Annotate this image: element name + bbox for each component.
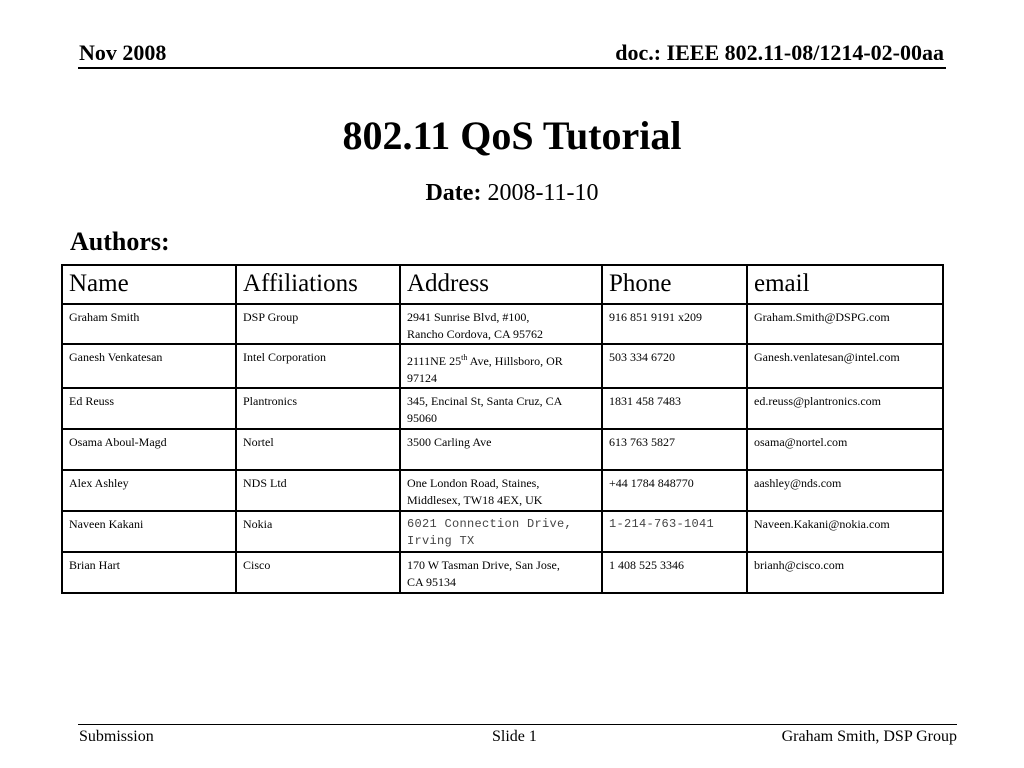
address-line-1: 3500 Carling Ave	[407, 435, 492, 449]
author-address	[400, 304, 602, 344]
author-address	[400, 344, 602, 388]
address-line-2: CA 95134	[407, 575, 457, 589]
author-affiliation: Nortel	[236, 429, 400, 470]
col-header-email: email	[747, 265, 943, 304]
author-affiliation: DSP Group	[236, 304, 400, 344]
table-row	[62, 552, 943, 593]
address-line-2: Middlesex, TW18 4EX, UK	[407, 493, 543, 507]
author-name: Ganesh Venkatesan	[62, 344, 236, 388]
col-header-affiliations: Affiliations	[236, 265, 400, 304]
author-affiliation: Cisco	[236, 552, 400, 593]
address-line-1: 6021 Connection Drive,	[407, 517, 573, 531]
address-line-1: 2941 Sunrise Blvd, #100,	[407, 310, 530, 324]
author-email[interactable]: Naveen.Kakani@nokia.com	[747, 511, 943, 552]
address-line-2: Irving TX	[407, 534, 475, 548]
col-header-name: Name	[62, 265, 236, 304]
col-header-phone: Phone	[602, 265, 747, 304]
author-email[interactable]: osama@nortel.com	[747, 429, 943, 470]
footer-author: Graham Smith, DSP Group	[781, 728, 957, 745]
authors-label: Authors:	[70, 227, 170, 256]
address-line-2: Rancho Cordova, CA 95762	[407, 327, 543, 341]
date-line	[0, 180, 1024, 207]
author-affiliation: NDS Ltd	[236, 470, 400, 511]
author-address	[400, 429, 602, 470]
table-row	[62, 304, 943, 344]
address-line-1: 2111NE 25	[407, 354, 462, 368]
address-line-1-cont: Ave, Hillsboro, OR	[467, 354, 563, 368]
author-phone: 613 763 5827	[602, 429, 747, 470]
date-value: 2008-11-10	[487, 180, 599, 206]
footer-slide-number: Slide 1	[492, 728, 537, 745]
table-row	[62, 429, 943, 470]
address-line-1: 345, Encinal St, Santa Cruz, CA	[407, 394, 563, 408]
author-affiliation: Intel Corporation	[236, 344, 400, 388]
header-date: Nov 2008	[79, 40, 167, 65]
table-row	[62, 511, 943, 552]
author-email[interactable]: Ganesh.venlatesan@intel.com	[747, 344, 943, 388]
address-line-1: One London Road, Staines,	[407, 476, 540, 490]
slide-title: 802.11 QoS Tutorial	[342, 113, 682, 158]
author-email[interactable]: aashley@nds.com	[747, 470, 943, 511]
author-address	[400, 511, 602, 552]
table-row	[62, 388, 943, 429]
table-row	[62, 344, 943, 388]
authors-table	[61, 264, 944, 594]
author-name: Ed Reuss	[62, 388, 236, 429]
author-phone: 503 334 6720	[602, 344, 747, 388]
author-phone: +44 1784 848770	[602, 470, 747, 511]
author-phone: 1831 458 7483	[602, 388, 747, 429]
author-phone: 1-214-763-1041	[602, 511, 747, 552]
author-email[interactable]: Graham.Smith@DSPG.com	[747, 304, 943, 344]
table-header-row	[62, 265, 943, 304]
author-name: Naveen Kakani	[62, 511, 236, 552]
header-rule	[78, 67, 946, 69]
footer-rule	[78, 724, 957, 725]
address-line-2: 97124	[407, 371, 437, 385]
address-line-1: 170 W Tasman Drive, San Jose,	[407, 558, 560, 572]
author-name: Brian Hart	[62, 552, 236, 593]
address-superscript: th	[461, 353, 468, 362]
author-phone: 1 408 525 3346	[602, 552, 747, 593]
author-affiliation: Nokia	[236, 511, 400, 552]
author-email[interactable]: brianh@cisco.com	[747, 552, 943, 593]
footer-submission: Submission	[79, 728, 154, 745]
table-row	[62, 470, 943, 511]
header-doc-id: doc.: IEEE 802.11-08/1214-02-00aa	[615, 40, 944, 65]
author-affiliation: Plantronics	[236, 388, 400, 429]
author-name: Alex Ashley	[62, 470, 236, 511]
address-line-2: 95060	[407, 411, 437, 425]
author-email[interactable]: ed.reuss@plantronics.com	[747, 388, 943, 429]
author-name: Osama Aboul-Magd	[62, 429, 236, 470]
author-address	[400, 388, 602, 429]
date-label: Date:	[425, 180, 482, 206]
author-address	[400, 470, 602, 511]
col-header-address: Address	[400, 265, 602, 304]
author-name: Graham Smith	[62, 304, 236, 344]
author-address	[400, 552, 602, 593]
author-phone: 916 851 9191 x209	[602, 304, 747, 344]
